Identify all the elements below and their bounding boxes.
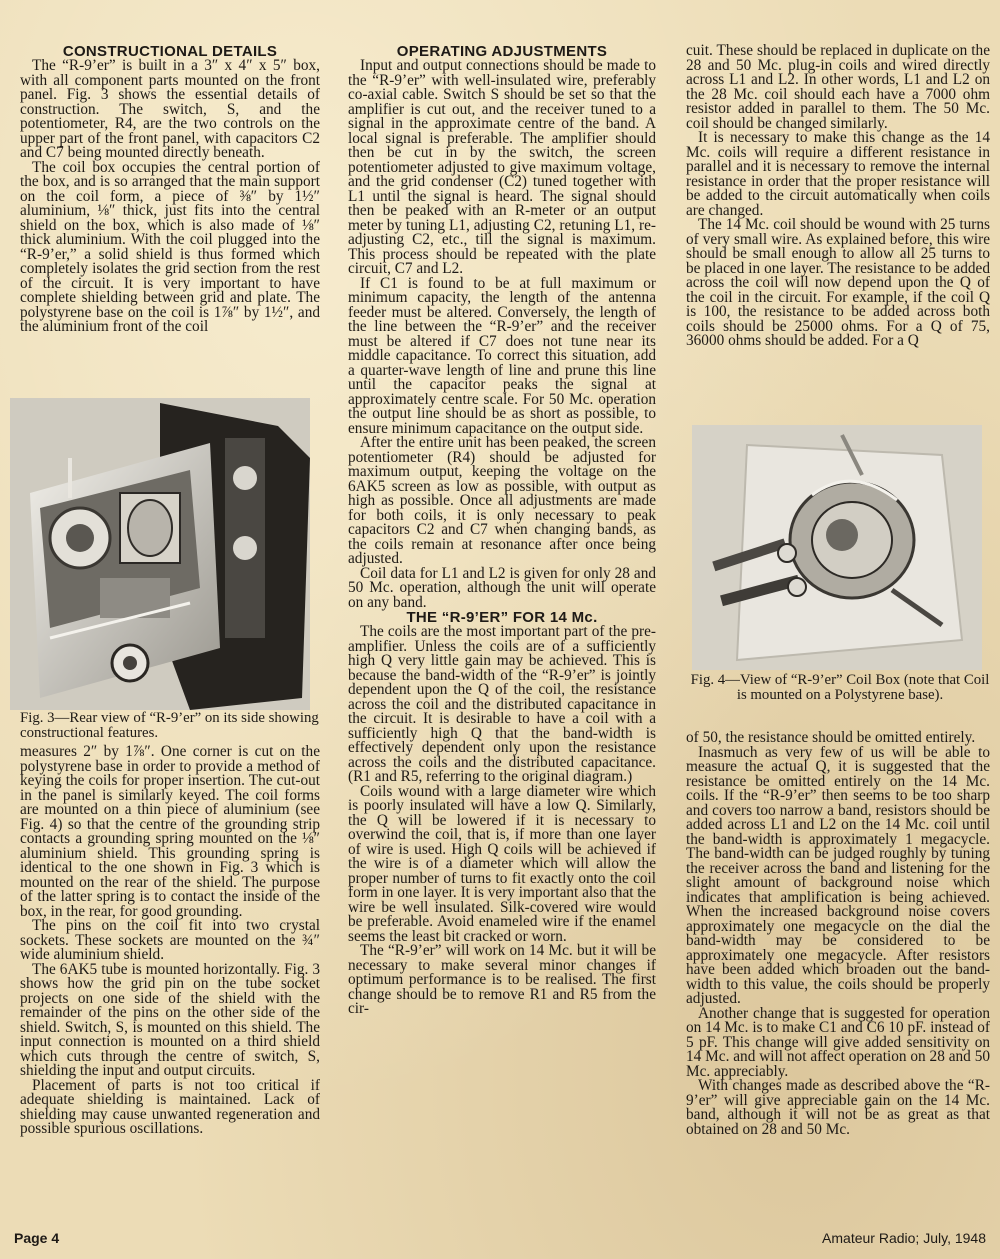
paragraph: The pins on the coil fit into two crystal sockets. These sockets are mounted on the ¾″ wide aluminium shield.	[20, 917, 320, 963]
paragraph: measures 2″ by 1⅞″. One corner is cut on the polystyrene base in order to provide a method of keying the coils for proper insertion. The cut-out in the panel is similarly keyed. The coil forms are mounted on a thin piece of aluminium (see Fig. 4) so that the centre of the grounding strip contacts a grounding spring mounted on the ⅛″ aluminium shield. This grounding spring is identical to the one shown in Fig. 3 which is mounted on the rear of the shield. The purpose of the latter spring is to contact the inside of the box, in the rear, for good grounding.	[20, 743, 320, 920]
paragraph: The “R-9’er” is built in a 3″ x 4″ x 5″ box, with all component parts mounted on the front panel. Fig. 3 shows the essential details of construction. The switch, S, and the potentiometer, R4, are the two controls on the upper part of the front panel, with capacitors C2 and C7 being mounted directly beneath.	[20, 57, 320, 161]
page-number: Page 4	[14, 1230, 60, 1246]
paragraph: After the entire unit has been peaked, the screen potentiometer (R4) should be adjusted for maximum output, keeping the voltage on the 6AK5 screen as low as possible, with output as high as possible. Once all adjustments are made for both coils, it is only necessary to peak capacitors C2 and C7 when changing bands, as the coils remain at resonance after once being adjusted.	[348, 434, 656, 567]
constructional-details-heading: CONSTRUCTIONAL DETAILS	[62, 43, 278, 60]
fig3-photo	[10, 398, 310, 710]
column-1-top	[20, 44, 320, 335]
magazine-issue: Amateur Radio; July, 1948	[822, 1230, 986, 1246]
paragraph: The “R-9’er” will work on 14 Mc. but it will be necessary to make several minor changes if optimum performance is to be realised. The first change should be to remove R1 and R5 from the cir-	[348, 942, 656, 1017]
operating-adjustments-heading: OPERATING ADJUSTMENTS	[396, 43, 608, 60]
fig3-caption: Fig. 3—Rear view of “R-9’er” on its side showing constructional features.	[20, 710, 319, 741]
column-3-top	[686, 44, 990, 349]
paragraph: Placement of parts is not too critical if adequate shielding is maintained. Lack of shielding may cause unwanted regeneration and possible spurious oscillations.	[20, 1076, 320, 1137]
paragraph: Inasmuch as very few of us will be able to measure the actual Q, it is suggested that the resistance be omitted entirely on the 14 Mc. coils. If the “R-9’er” then seems to be too sharp and covers too narrow a band, resistors should be added across L1 and L2 on the 14 Mc. coil until the band-width is approximately 1 megacycle. The band-width can be judged roughly by tuning the receiver across the band and listening for the slight amount of background noise which indicates that amplification is being achieved. When the increased background noise covers approximately one megacycle on the dial the band-width may be considered to be approximately one megacycle. After resistors have been added which broaden out the band-width to this value, the coils should be properly adjusted.	[686, 743, 990, 1007]
paragraph: The coil box occupies the central portion of the box, and is so arranged that the main support on the coil form, a piece of ⅜″ by 1½″ aluminium, ⅛″ thick, just fits into the central shield on the box, which is also made of ⅛″ thick aluminium. With the coil plugged into the “R-9’er,” a solid shield is thus formed which completely isolates the grid section from the rest of the circuit. It is very important to have complete shielding between grid and plate. The polystyrene base on the coil is 1⅞″ by 1½″, and the aluminium front of the coil	[20, 158, 320, 335]
paragraph: Another change that is suggested for operation on 14 Mc. is to make C1 and C6 10 pF. instead of 5 pF. This change will give added sensitivity on 14 Mc. and will not affect operation on 28 and 50 Mc. appreciably.	[686, 1004, 990, 1080]
paragraph: Input and output connections should be made to the “R-9’er” with well-insulated wire, preferably co-axial cable. Switch S should be set so that the amplifier is cut out, and the receiver tuned to a signal in the approximate centre of the band. A local signal is preferable. The amplifier should then be cut in by the switch, the screen potentiometer adjusted to give maximum voltage, and the grid condenser (C2) tuned together with L1 until the signal is heard. The signal should then be peaked with an R-meter or an output meter by tuning L1, adjusting C2, retuning L1, re-adjusting C2, etc., till the signal is maximum. This process should be repeated with the plate circuit, C7 and L2.	[348, 57, 656, 277]
paragraph: It is necessary to make this change as the 14 Mc. coils will require a different resistance in parallel and it is necessary to remove the internal resistance in order that the proper resistance will be added to the circuit automatically when coils are changed.	[686, 129, 990, 219]
paragraph: Coil data for L1 and L2 is given for only 28 and 50 Mc. operation, although the unit will operate on any band.	[348, 564, 656, 611]
paragraph: If C1 is found to be at full maximum or minimum capacity, the length of the antenna feeder must be altered. Conversely, the length of the line between the “R-9’er” and the receiver must be altered if C7 does not tune near its middle capacitance. To correct this situation, add a quarter-wave length of line and prune this line until the capacitor peaks the signal at approximately centre scale. For 50 Mc. operation the output line should be as short as possible, to ensure minimum capacitance on the output side.	[348, 274, 656, 437]
paragraph: With changes made as described above the “R-9’er” will give appreciable gain on the 14 Mc. band, although it will not be as great as that obtained on 28 and 50 Mc.	[686, 1077, 990, 1138]
paragraph: cuit. These should be replaced in duplicate on the 28 and 50 Mc. plug-in coils and wired directly across L1 and L2. In other words, L1 and L2 on the 28 Mc. coil should each have a 7000 ohm resistor added in parallel to them. The 50 Mc. coil should be changed similarly.	[686, 42, 990, 132]
column-1-bottom	[20, 745, 320, 1137]
r9er-14mc-heading: THE “R-9’ER” FOR 14 Mc.	[406, 609, 598, 626]
paragraph: The 14 Mc. coil should be wound with 25 turns of very small wire. As explained before, this wire should be small enough to allow all 25 turns to be placed in one layer. The resistance to be added across the coil will now depend upon the Q of the coil in the circuit. For example, if the coil Q is 100, the resistance to be added across both coils should be 25000 ohms. For a Q of 75, 36000 ohms should be added. For a Q	[686, 216, 990, 349]
column-3-bottom	[686, 731, 990, 1137]
paragraph: Coils wound with a large diameter wire which is poorly insulated will have a low Q. Similarly, the Q will be lowered if it is necessary to overwind the coil, that is, if more than one layer of wire is used. High Q coils will be achieved if the wire is of a diameter which will allow the proper number of turns to fit exactly onto the coil form in one layer. It is very important also that the wire be well insulated. Silk-covered wire would be preferable. Avoid enameled wire if the enamel seems the least bit cracked or worn.	[348, 782, 656, 945]
paragraph: The 6AK5 tube is mounted horizontally. Fig. 3 shows how the grid pin on the tube socket projects on one side of the shield with the remainder of the pins on the other side of the shield. Switch, S, is mounted on this shield. The input connection is mounted on a third shield which cuts through the centre of switch, S, shielding the input and output circuits.	[20, 960, 320, 1079]
fig4-photo	[692, 425, 982, 670]
paragraph: of 50, the resistance should be omitted entirely.	[686, 729, 976, 746]
column-2	[348, 44, 656, 1017]
fig4-caption: Fig. 4—View of “R-9’er” Coil Box (note that Coil is mounted on a Polystyrene base).	[690, 672, 990, 703]
paragraph: The coils are the most important part of the pre-amplifier. Unless the coils are of a sufficiently high Q very little gain may be achieved. This is because the band-width of the “R-9’er” is jointly dependent upon the Q of the coil, the resistance across the coil and the distributed capacitance in the circuit. It is desirable to have a coil with a sufficiently high Q that the band-width is effectively dependent only upon the resistance across the coils and the distributed capacitance. (R1 and R5, referring to the original diagram.)	[348, 623, 656, 785]
